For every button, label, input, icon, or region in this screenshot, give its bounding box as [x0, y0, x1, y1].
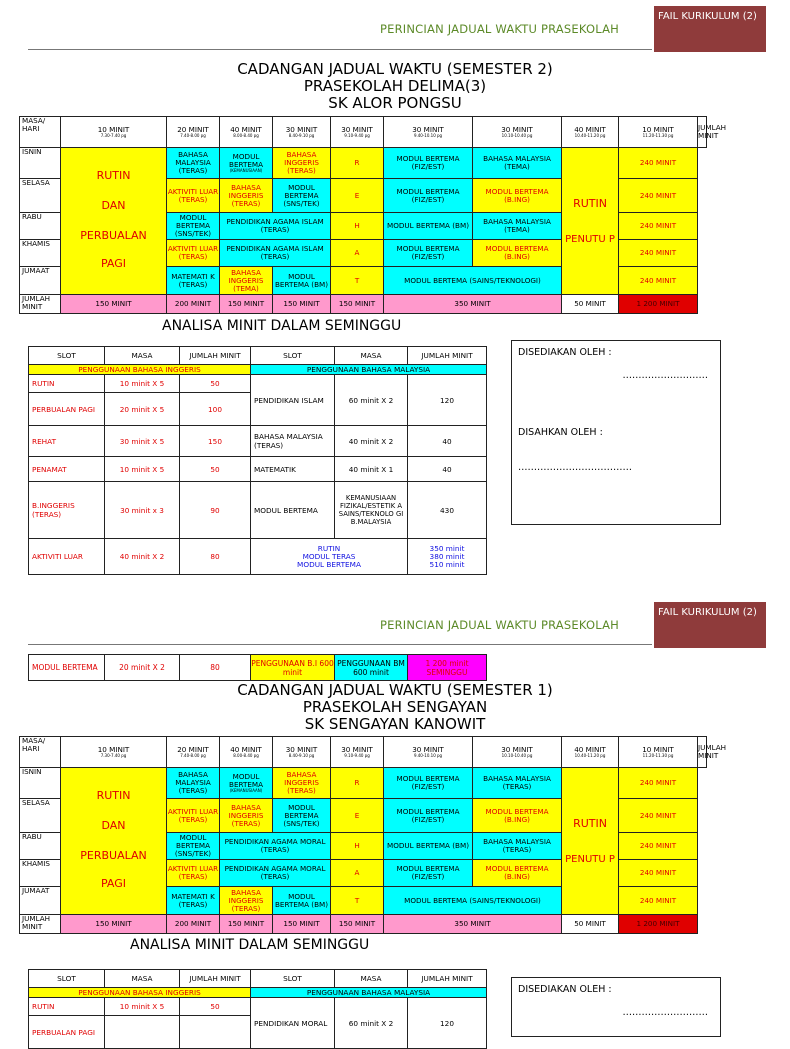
masa: 10 minit X 5 — [105, 457, 180, 482]
sum-e: 150 MINIT — [331, 295, 384, 314]
cell: AKTIVITI LUAR (TERAS) — [167, 860, 220, 887]
cell: MODUL BERTEMA (BM) — [384, 833, 473, 860]
sum-f: 350 MINIT — [384, 915, 562, 934]
title-class: PRASEKOLAH DELIMA(3) — [303, 77, 487, 95]
page-2 — [0, 597, 768, 1037]
masa: 40 minit X 1 — [335, 457, 408, 482]
jumlah: 50 — [180, 998, 251, 1016]
bi-total: PENGGUNAAN B.I 600 minit — [251, 655, 335, 681]
slot: MATEMATIK — [251, 457, 335, 482]
row-isnin — [20, 148, 707, 179]
masa-hdr: MASA — [335, 347, 408, 365]
cell: BAHASA MALAYSIA (TEMA) — [473, 148, 562, 179]
penutup-block: RUTIN PENUTU P — [562, 148, 619, 295]
title-school: SK ALOR PONGSU — [328, 94, 462, 112]
header-row — [20, 737, 707, 768]
jumlah-hdr: JUMLAH MINIT — [180, 970, 251, 988]
hdr-col2: 20 MINIT 7.40-8.00 pg — [167, 117, 220, 148]
row-jumlah — [20, 295, 707, 314]
hdr-col7: 30 MINIT 10.10-10.40 pg — [473, 117, 562, 148]
cell: MODUL BERTEMA (B.ING) — [473, 240, 562, 267]
signature-line: ……………………………… — [518, 462, 632, 473]
timetable — [19, 736, 727, 934]
analisa-title: ANALISA MINIT DALAM SEMINGGU — [162, 318, 402, 334]
cell: MODUL BERTEMA (BM) — [273, 267, 331, 295]
cell: BAHASA INGGERIS (TERAS) — [273, 768, 331, 799]
disediakan-label: DISEDIAKAN OLEH : — [518, 984, 612, 995]
rehat-r: R — [331, 768, 384, 799]
day-total: 240 MINIT — [619, 799, 698, 833]
analysis-table — [28, 969, 487, 1049]
cell: MODUL BERTEMA (FIZ/EST) — [384, 799, 473, 833]
masa: 40 minit X 2 — [105, 539, 180, 575]
jumlah-hdr: JUMLAH MINIT — [408, 970, 487, 988]
hdr-col10: JUMLAH MINIT — [698, 117, 707, 148]
day-label: SELASA — [20, 799, 61, 833]
header-title: PERINCIAN JADUAL WAKTU PRASEKOLAH — [380, 618, 619, 632]
jumlah: 40 — [408, 426, 487, 457]
cell: BAHASA MALAYSIA (TEMA) — [473, 213, 562, 240]
day-label: JUMAAT — [20, 267, 61, 295]
disahkan-label: DISAHKAN OLEH : — [518, 427, 603, 438]
row-jumlah — [20, 915, 707, 934]
masa-hdr: MASA — [105, 347, 180, 365]
rehat-t: T — [331, 887, 384, 915]
masa: 30 minit X 5 — [105, 426, 180, 457]
sum-b: 200 MINIT — [167, 915, 220, 934]
cell: MODUL BERTEMA (SNS/TEK) — [273, 799, 331, 833]
sum-g: 50 MINIT — [562, 295, 619, 314]
hdr-col9: 10 MINIT 11.20-11.30 pg — [619, 117, 698, 148]
hdr-col1: 10 MINIT 7.30-7.40 pg — [61, 117, 167, 148]
bm-band: PENGGUNAAN BAHASA MALAYSIA — [251, 365, 487, 375]
slot: PERBUALAN PAGI — [29, 393, 105, 426]
sum-label: JUMLAH MINIT — [20, 295, 61, 314]
sum-d: 150 MINIT — [273, 915, 331, 934]
cell: MODUL BERTEMA (KEMANUSIAAN) — [220, 148, 273, 179]
jumlah: 120 — [408, 998, 487, 1049]
day-total: 240 MINIT — [619, 148, 698, 179]
jumlah: 430 — [408, 482, 487, 539]
day-total: 240 MINIT — [619, 833, 698, 860]
hdr-masa: MASA/ HARI — [20, 737, 61, 768]
summary-values: 350 minit 380 minit 510 minit — [408, 539, 487, 575]
day-total: 240 MINIT — [619, 240, 698, 267]
hdr-col6: 30 MINIT 9.40-10.10 pg — [384, 737, 473, 768]
analisa-title: ANALISA MINIT DALAM SEMINGGU — [130, 937, 370, 953]
cell: BAHASA INGGERIS (TERAS) — [220, 887, 273, 915]
header-title: PERINCIAN JADUAL WAKTU PRASEKOLAH — [380, 22, 619, 36]
masa-hdr: MASA — [105, 970, 180, 988]
masa: 20 minit X 5 — [105, 393, 180, 426]
rehat-h: H — [331, 213, 384, 240]
jumlah: 50 — [180, 457, 251, 482]
cell: MODUL BERTEMA (FIZ/EST) — [384, 179, 473, 213]
fail-badge: FAIL KURIKULUM (2) — [654, 602, 766, 648]
hdr-col1: 10 MINIT 7.30-7.40 pg — [61, 737, 167, 768]
cell: MODUL BERTEMA (B.ING) — [473, 179, 562, 213]
cell: MODUL BERTEMA (FIZ/EST) — [384, 768, 473, 799]
hdr-col5: 30 MINIT 9.10-9.40 pg — [331, 117, 384, 148]
masa: 30 minit x 3 — [105, 482, 180, 539]
jumlah: 80 — [180, 539, 251, 575]
day-label: RABU — [20, 833, 61, 860]
masa: 60 minit X 2 — [335, 375, 408, 426]
sum-b: 200 MINIT — [167, 295, 220, 314]
hdr-col6: 30 MINIT 9.40-10.10 pg — [384, 117, 473, 148]
day-label: ISNIN — [20, 148, 61, 179]
masa: 20 minit X 2 — [105, 655, 180, 681]
sum-a: 150 MINIT — [61, 915, 167, 934]
masa: 10 minit X 5 — [105, 375, 180, 393]
day-total: 240 MINIT — [619, 213, 698, 240]
bi-band: PENGGUNAAN BAHASA INGGERIS — [29, 988, 251, 998]
sum-c: 150 MINIT — [220, 295, 273, 314]
cell: BAHASA INGGERIS (TEMA) — [220, 267, 273, 295]
cell: AKTIVITI LUAR (TERAS) — [167, 799, 220, 833]
title-school: SK SENGAYAN KANOWIT — [304, 715, 486, 733]
rehat-a: A — [331, 240, 384, 267]
day-total: 240 MINIT — [619, 179, 698, 213]
hdr-col4: 30 MINIT 8.40-9.10 pg — [273, 737, 331, 768]
slot: PENDIDIKAN ISLAM — [251, 375, 335, 426]
header-divider — [28, 644, 652, 645]
row-isnin — [20, 768, 707, 799]
cell: MODUL BERTEMA (KEMANUSIAAN) — [220, 768, 273, 799]
cell: MODUL BERTEMA (FIZ/EST) — [384, 240, 473, 267]
hdr-masa: MASA/ HARI — [20, 117, 61, 148]
masa: 60 minit X 2 — [335, 998, 408, 1049]
cell: BAHASA INGGERIS (TERAS) — [273, 148, 331, 179]
cell: MODUL BERTEMA (BM) — [273, 887, 331, 915]
hdr-col8: 40 MINIT 10.40-11.20 pg — [562, 117, 619, 148]
analysis-table — [28, 346, 487, 575]
cell: MATEMATI K (TERAS) — [167, 267, 220, 295]
header-divider — [28, 49, 652, 50]
cell: MODUL BERTEMA (FIZ/EST) — [384, 860, 473, 887]
day-label: JUMAAT — [20, 887, 61, 915]
slot: MODUL BERTEMA — [29, 655, 105, 681]
sum-g: 50 MINIT — [562, 915, 619, 934]
rehat-a: A — [331, 860, 384, 887]
sum-label: JUMLAH MINIT — [20, 915, 61, 934]
sum-c: 150 MINIT — [220, 915, 273, 934]
rutin-block: RUTIN DAN PERBUALAN PAGI — [61, 768, 167, 915]
cell: BAHASA MALAYSIA (TERAS) — [167, 148, 220, 179]
fail-badge: FAIL KURIKULUM (2) — [654, 6, 766, 52]
hdr-col2: 20 MINIT 7.40-8.00 pg — [167, 737, 220, 768]
jumlah: 150 — [180, 426, 251, 457]
day-label: KHAMIS — [20, 240, 61, 267]
jumlah: 50 — [180, 375, 251, 393]
signature-line: ……………………… — [622, 1007, 708, 1018]
slot-hdr: SLOT — [29, 970, 105, 988]
slot-hdr: SLOT — [251, 970, 335, 988]
slot: B.INGGERIS (TERAS) — [29, 482, 105, 539]
jumlah: 100 — [180, 393, 251, 426]
sum-a: 150 MINIT — [61, 295, 167, 314]
title-semester: CADANGAN JADUAL WAKTU (SEMESTER 2) — [237, 60, 553, 78]
jumlah: 80 — [180, 655, 251, 681]
slot: RUTIN — [29, 998, 105, 1016]
masa: KEMANUSIAAN FIZIKAL/ESTETIK A SAINS/TEKNOLO GI B.MALAYSIA — [335, 482, 408, 539]
jumlah-hdr: JUMLAH MINIT — [408, 347, 487, 365]
cell: PENDIDIKAN AGAMA MORAL (TERAS) — [220, 833, 331, 860]
bi-band: PENGGUNAAN BAHASA INGGERIS — [29, 365, 251, 375]
cell: MODUL BERTEMA (SNS/TEK) — [167, 213, 220, 240]
cell: BAHASA MALAYSIA (TERAS) — [473, 768, 562, 799]
jumlah: 40 — [408, 457, 487, 482]
slot-hdr: SLOT — [251, 347, 335, 365]
slot: BAHASA MALAYSIA (TERAS) — [251, 426, 335, 457]
cell: BAHASA MALAYSIA (TERAS) — [167, 768, 220, 799]
title-semester: CADANGAN JADUAL WAKTU (SEMESTER 1) — [237, 681, 553, 699]
masa — [105, 1016, 180, 1049]
summary-labels: RUTIN MODUL TERAS MODUL BERTEMA — [251, 539, 408, 575]
day-label: SELASA — [20, 179, 61, 213]
day-total: 240 MINIT — [619, 887, 698, 915]
day-total: 240 MINIT — [619, 860, 698, 887]
day-label: RABU — [20, 213, 61, 240]
cell: AKTIVITI LUAR (TERAS) — [167, 240, 220, 267]
cell: MODUL BERTEMA (B.ING) — [473, 860, 562, 887]
timetable — [19, 116, 727, 314]
slot: PERBUALAN PAGI — [29, 1016, 105, 1049]
slot-hdr: SLOT — [29, 347, 105, 365]
slot: PENAMAT — [29, 457, 105, 482]
sum-e: 150 MINIT — [331, 915, 384, 934]
cell: MODUL BERTEMA (SAINS/TEKNOLOGI) — [384, 887, 562, 915]
rutin-block: RUTIN DAN PERBUALAN PAGI — [61, 148, 167, 295]
signature-line: ……………………… — [622, 370, 708, 381]
grand-total: 1 200 minit SEMINGGU — [408, 655, 487, 681]
bm-total: PENGGUNAAN BM 600 minit — [335, 655, 408, 681]
cell: MODUL BERTEMA (B.ING) — [473, 799, 562, 833]
rehat-r: R — [331, 148, 384, 179]
hdr-col7: 30 MINIT 10.10-10.40 pg — [473, 737, 562, 768]
slot: AKTIVITI LUAR — [29, 539, 105, 575]
sum-d: 150 MINIT — [273, 295, 331, 314]
signature-box — [511, 977, 721, 1037]
slot: MODUL BERTEMA — [251, 482, 335, 539]
jumlah: 120 — [408, 375, 487, 426]
jumlah: 90 — [180, 482, 251, 539]
rehat-e: E — [331, 179, 384, 213]
cell: MODUL BERTEMA (SAINS/TEKNOLOGI) — [384, 267, 562, 295]
hdr-col3: 40 MINIT 8.00-8.40 pg — [220, 737, 273, 768]
slot: RUTIN — [29, 375, 105, 393]
cell: PENDIDIKAN AGAMA ISLAM (TERAS) — [220, 213, 331, 240]
cell: BAHASA INGGERIS (TERAS) — [220, 799, 273, 833]
masa-hdr: MASA — [335, 970, 408, 988]
sum-total: 1 200 MINIT — [619, 915, 698, 934]
cell: PENDIDIKAN AGAMA ISLAM (TERAS) — [220, 240, 331, 267]
sum-total: 1 200 MINIT — [619, 295, 698, 314]
hdr-col5: 30 MINIT 9.10-9.40 pg — [331, 737, 384, 768]
disediakan-label: DISEDIAKAN OLEH : — [518, 347, 612, 358]
cell: MODUL BERTEMA (SNS/TEK) — [273, 179, 331, 213]
cell: MODUL BERTEMA (BM) — [384, 213, 473, 240]
cell: MATEMATI K (TERAS) — [167, 887, 220, 915]
header-row — [20, 117, 707, 148]
jumlah-hdr: JUMLAH MINIT — [180, 347, 251, 365]
day-total: 240 MINIT — [619, 267, 698, 295]
jumlah — [180, 1016, 251, 1049]
masa: 40 minit X 2 — [335, 426, 408, 457]
cell: MODUL BERTEMA (FIZ/EST) — [384, 148, 473, 179]
cell: BAHASA INGGERIS (TERAS) — [220, 179, 273, 213]
hdr-col8: 40 MINIT 10.40-11.20 pg — [562, 737, 619, 768]
hdr-col10: JUMLAH MINIT — [698, 737, 707, 768]
rehat-e: E — [331, 799, 384, 833]
bm-band: PENGGUNAAN BAHASA MALAYSIA — [251, 988, 487, 998]
cell: PENDIDIKAN AGAMA MORAL (TERAS) — [220, 860, 331, 887]
masa: 10 minit X 5 — [105, 998, 180, 1016]
day-label: KHAMIS — [20, 860, 61, 887]
rehat-t: T — [331, 267, 384, 295]
cell: AKTIVITI LUAR (TERAS) — [167, 179, 220, 213]
day-total: 240 MINIT — [619, 768, 698, 799]
rehat-h: H — [331, 833, 384, 860]
penutup-block: RUTIN PENUTU P — [562, 768, 619, 915]
analysis-tail — [28, 654, 487, 681]
slot: REHAT — [29, 426, 105, 457]
hdr-col9: 10 MINIT 11.20-11.30 pg — [619, 737, 698, 768]
slot: PENDIDIKAN MORAL — [251, 998, 335, 1049]
signature-box — [511, 340, 721, 525]
hdr-col3: 40 MINIT 8.00-8.40 pg — [220, 117, 273, 148]
day-label: ISNIN — [20, 768, 61, 799]
cell: BAHASA MALAYSIA (TERAS) — [473, 833, 562, 860]
hdr-col4: 30 MINIT 8.40-9.10 pg — [273, 117, 331, 148]
cell: MODUL BERTEMA (SNS/TEK) — [167, 833, 220, 860]
title-class: PRASEKOLAH SENGAYAN — [302, 698, 488, 716]
sum-f: 350 MINIT — [384, 295, 562, 314]
